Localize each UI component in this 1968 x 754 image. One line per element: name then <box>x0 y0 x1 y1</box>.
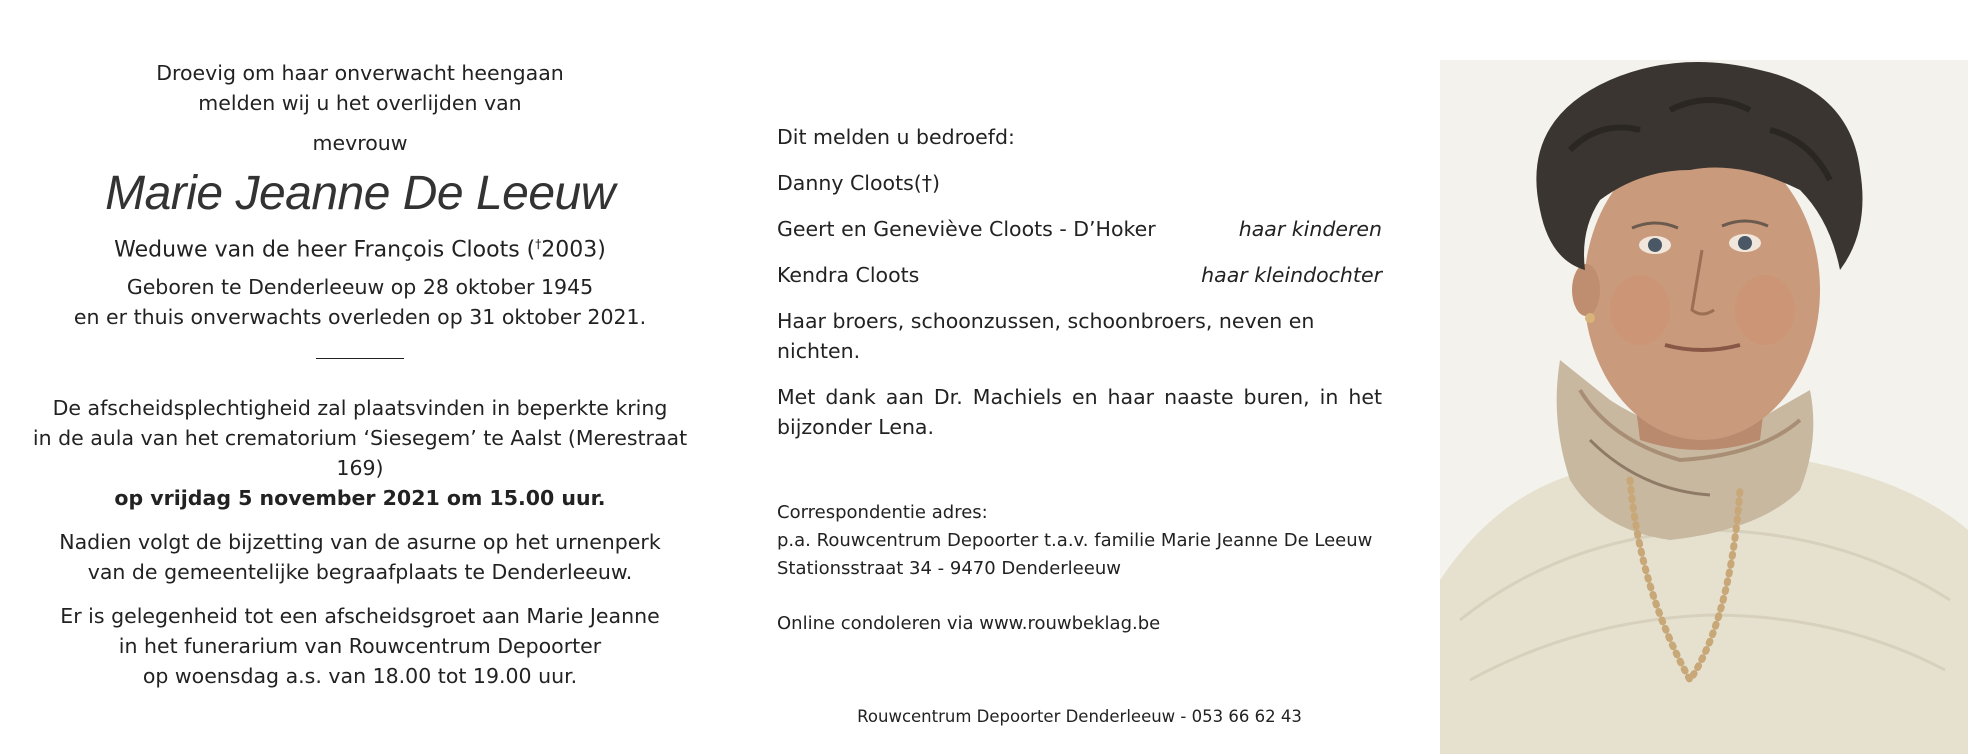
intro-line-2: melden wij u het overlijden van <box>198 91 522 115</box>
cross-symbol: † <box>535 237 542 251</box>
intro-line-1: Droevig om haar onverwacht heengaan <box>156 61 564 85</box>
correspondence-block <box>777 499 1397 638</box>
family-relation: haar kleindochter <box>1201 263 1382 287</box>
widow-suffix: 2003) <box>541 237 606 263</box>
ceremony-block <box>20 393 700 513</box>
widow-prefix: Weduwe van de heer François Cloots ( <box>114 237 536 263</box>
correspondence-line-2: Stationsstraat 34 - 9470 Denderleeuw <box>777 558 1121 579</box>
divider <box>316 358 404 359</box>
ceremony-date: op vrijdag 5 november 2021 om 15.00 uur. <box>114 486 606 511</box>
portrait-illustration <box>1440 60 1968 754</box>
family-row <box>777 214 1382 244</box>
family-name: Geert en Geneviève Cloots - D’Hoker <box>777 217 1156 241</box>
correspondence-line-1: p.a. Rouwcentrum Depoorter t.a.v. familie Marie Jeanne De Leeuw <box>777 530 1373 551</box>
widow-line <box>20 228 700 266</box>
family-row <box>777 260 1382 290</box>
family-heading <box>777 122 1382 152</box>
ceremony-line-2: in de aula van het crematorium ‘Siesegem’ te Aalst (Merestraat 169) <box>32 426 688 481</box>
burial-line-1: Nadien volgt de bijzetting van de asurne op het urnenperk <box>59 530 661 555</box>
family-relation: haar kinderen <box>1238 217 1382 241</box>
visit-block <box>20 601 700 691</box>
family-column <box>777 122 1382 442</box>
family-name: Kendra Cloots <box>777 263 920 287</box>
visit-line-2: in het funerarium van Rouwcentrum Depoorter <box>118 634 602 659</box>
burial-block <box>20 527 700 587</box>
footer-text: Rouwcentrum Depoorter Denderleeuw - 053 66 62 43 <box>857 707 1302 726</box>
visit-line-1: Er is gelegenheid tot een afscheidsgroet aan Marie Jeanne <box>60 604 660 629</box>
correspondence-label: Correspondentie adres: <box>777 502 988 523</box>
heading-text: Dit melden u bedroefd: <box>777 125 1015 149</box>
title-word: mevrouw <box>312 131 408 155</box>
born-line: Geboren te Denderleeuw op 28 oktober 1945 <box>126 275 594 300</box>
relatives-row <box>777 306 1382 366</box>
relatives-text: Haar broers, schoonzussen, schoonbroers, neven en nichten. <box>777 309 1315 363</box>
visit-line-3: op woensdag a.s. van 18.00 tot 19.00 uur. <box>142 664 578 689</box>
online-condolence: Online condoleren via www.rouwbeklag.be <box>777 613 1161 634</box>
ceremony-line-1: De afscheidsplechtigheid zal plaatsvinden in beperkte kring <box>52 396 668 421</box>
died-line: en er thuis onverwachts overleden op 31 oktober 2021. <box>73 305 647 330</box>
family-row <box>777 168 1382 198</box>
portrait-photo <box>1440 60 1968 754</box>
burial-line-2: van de gemeentelijke begraafplaats te Denderleeuw. <box>87 560 633 585</box>
thanks-text: Met dank aan Dr. Machiels en haar naaste buren, in het bijzonder Lena. <box>777 385 1382 439</box>
announcement-column <box>20 58 700 705</box>
family-name: Danny Cloots(†) <box>777 171 941 195</box>
deceased-name: Marie Jeanne De Leeuw <box>105 167 615 220</box>
